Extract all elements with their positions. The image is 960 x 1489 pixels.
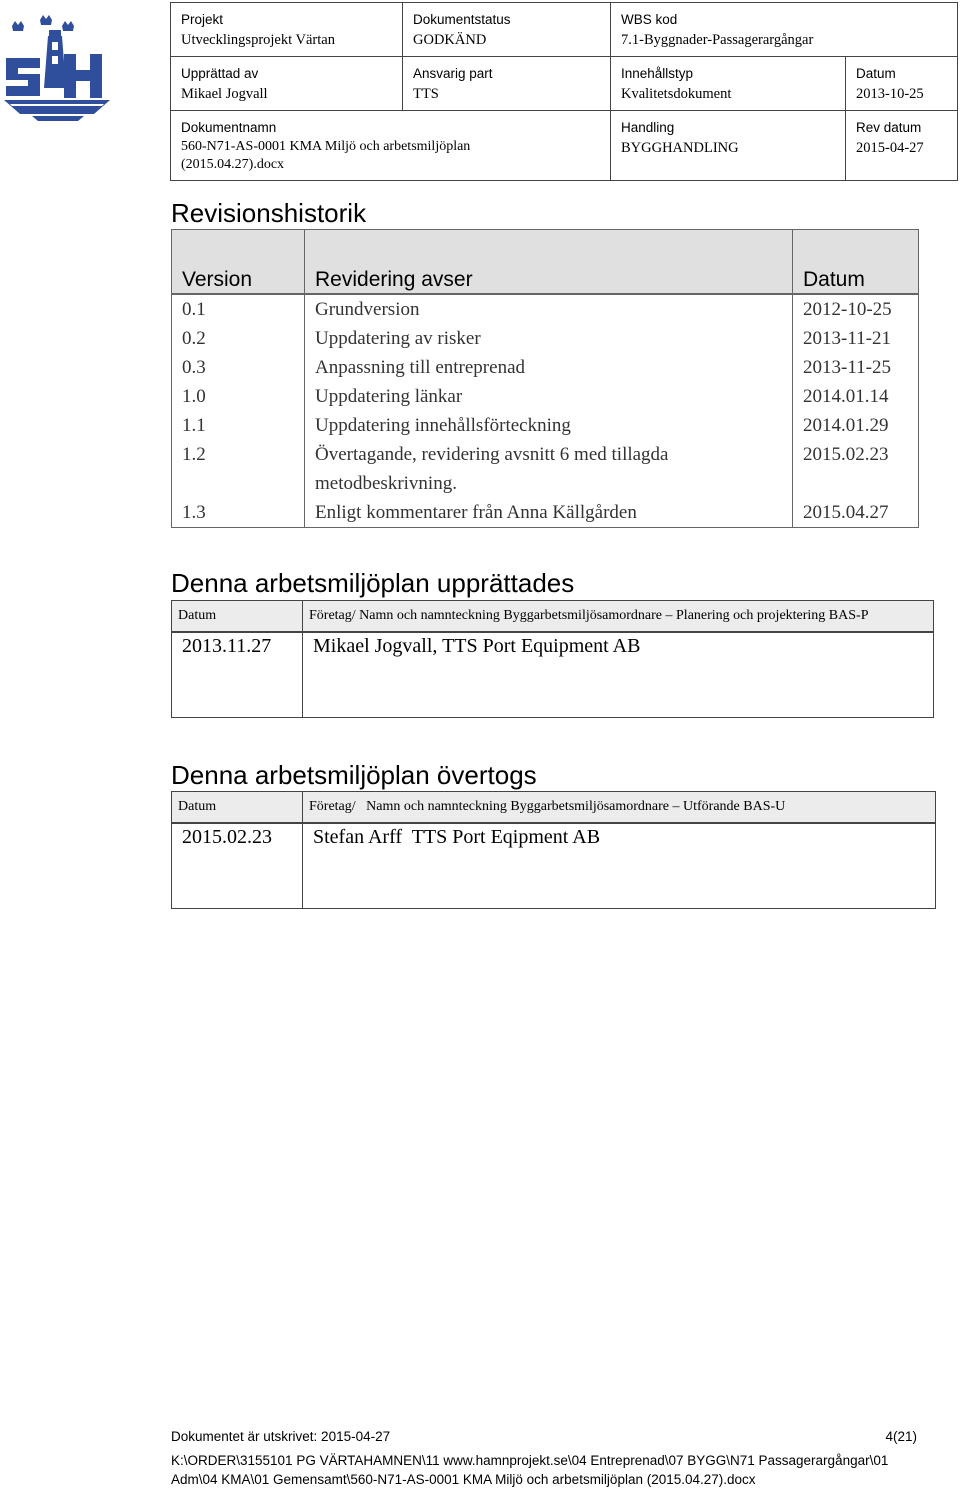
col-version-header: Version [172,230,305,295]
revdatum-value: 2015-04-27 [856,140,924,156]
header-cell-revdatum [846,111,958,181]
innehallstyp-label: Innehållstyp [621,66,694,81]
row-datum: 2013-11-25 [793,353,919,382]
table-row [172,382,919,411]
header-cell-ansvarig [403,57,611,111]
datum-value: 2013-10-25 [856,86,924,102]
revision-history-title: Revisionshistorik [171,198,367,228]
row-revidering: Övertagande, revidering avsnitt 6 med tillagda metodbeskrivning. [305,440,793,498]
lighthouse-crown-logo-icon [2,12,114,124]
row-revidering: Grundversion [305,294,793,324]
overtogs-table [171,791,936,909]
overtogs-datum: 2015.02.23 [172,823,303,908]
document-header-table [170,2,958,181]
footer-printed-date: Dokumentet är utskrivet: 2015-04-27 [171,1429,391,1444]
header-cell-projekt [171,3,403,57]
ansvarig-label: Ansvarig part [413,66,493,81]
row-version: 1.1 [172,411,305,440]
row-datum: 2013-11-21 [793,324,919,353]
upprattades-col-foretag: Företag/ Namn och namnteckning Byggarbetsmiljösamordnare – Planering och projektering BAS-P [303,601,934,633]
upprattades-col-datum: Datum [172,601,303,633]
row-revidering: Uppdatering innehållsförteckning [305,411,793,440]
header-cell-handling [611,111,846,181]
table-row [172,294,919,324]
datum-label: Datum [856,66,896,81]
handling-label: Handling [621,120,675,135]
row-datum: 2015.02.23 [793,440,919,498]
header-cell-upprattad [171,57,403,111]
upprattad-label: Upprättad av [181,66,259,81]
table-row [172,353,919,382]
row-version: 1.2 [172,440,305,498]
innehallstyp-value: Kvalitetsdokument [621,86,732,102]
row-revidering: Anpassning till entreprenad [305,353,793,382]
overtogs-col-datum: Datum [172,792,303,824]
table-row [172,440,919,498]
ansvarig-value: TTS [413,86,439,102]
projekt-label: Projekt [181,12,224,27]
handling-value: BYGGHANDLING [621,140,739,156]
overtogs-namn: Stefan Arff TTS Port Eqipment AB [303,823,936,908]
table-row [172,498,919,528]
upprattades-table [171,600,934,718]
footer-file-path: K:\ORDER\3155101 PG VÄRTAHAMNEN\11 www.hamnprojekt.se\04 Entreprenad\07 BYGG\N71 Passagerargångar\01 Adm\04 KMA\01 Gemensamt\560-N71-AS-0001 KMA Miljö och arbetsmiljöplan (2015.04.27).docx [171,1453,889,1487]
footer-page-number: 4(21) [885,1429,917,1444]
row-version: 1.0 [172,382,305,411]
dokumentnamn-label: Dokumentnamn [181,120,277,135]
row-datum: 2012-10-25 [793,294,919,324]
row-datum: 2015.04.27 [793,498,919,528]
dokumentstatus-label: Dokumentstatus [413,12,511,27]
overtogs-title: Denna arbetsmiljöplan övertogs [171,760,537,790]
row-version: 0.3 [172,353,305,382]
header-cell-dokumentnamn [171,111,611,181]
company-logo [2,12,114,124]
footer-print-line [171,1428,917,1446]
upprattades-title: Denna arbetsmiljöplan upprättades [171,568,575,598]
upprattad-value: Mikael Jogvall [181,86,268,102]
revision-history-table [171,229,919,528]
header-cell-wbs [611,3,958,57]
col-datum-header: Datum [793,230,919,295]
table-row [172,324,919,353]
row-datum: 2014.01.14 [793,382,919,411]
upprattades-namn: Mikael Jogvall, TTS Port Equipment AB [303,632,934,717]
projekt-value: Utvecklingsprojekt Värtan [181,32,335,48]
dokumentnamn-value: 560-N71-AS-0001 KMA Miljö och arbetsmiljöplan (2015.04.27).docx [181,139,471,172]
header-cell-innehallstyp [611,57,846,111]
row-revidering: Uppdatering av risker [305,324,793,353]
overtogs-col-foretag: Företag/ Namn och namnteckning Byggarbetsmiljösamordnare – Utförande BAS-U [303,792,936,824]
table-row [172,411,919,440]
dokumentstatus-value: GODKÄND [413,32,487,48]
row-revidering: Uppdatering länkar [305,382,793,411]
wbs-value: 7.1-Byggnader-Passagerargångar [621,32,814,48]
header-cell-datum [846,57,958,111]
row-version: 1.3 [172,498,305,528]
col-revidering-header: Revidering avser [305,230,793,295]
header-cell-dokumentstatus [403,3,611,57]
wbs-label: WBS kod [621,12,678,27]
row-version: 0.2 [172,324,305,353]
upprattades-datum: 2013.11.27 [172,632,303,717]
row-version: 0.1 [172,294,305,324]
row-datum: 2014.01.29 [793,411,919,440]
revdatum-label: Rev datum [856,120,922,135]
row-revidering: Enligt kommentarer från Anna Källgården [305,498,793,528]
